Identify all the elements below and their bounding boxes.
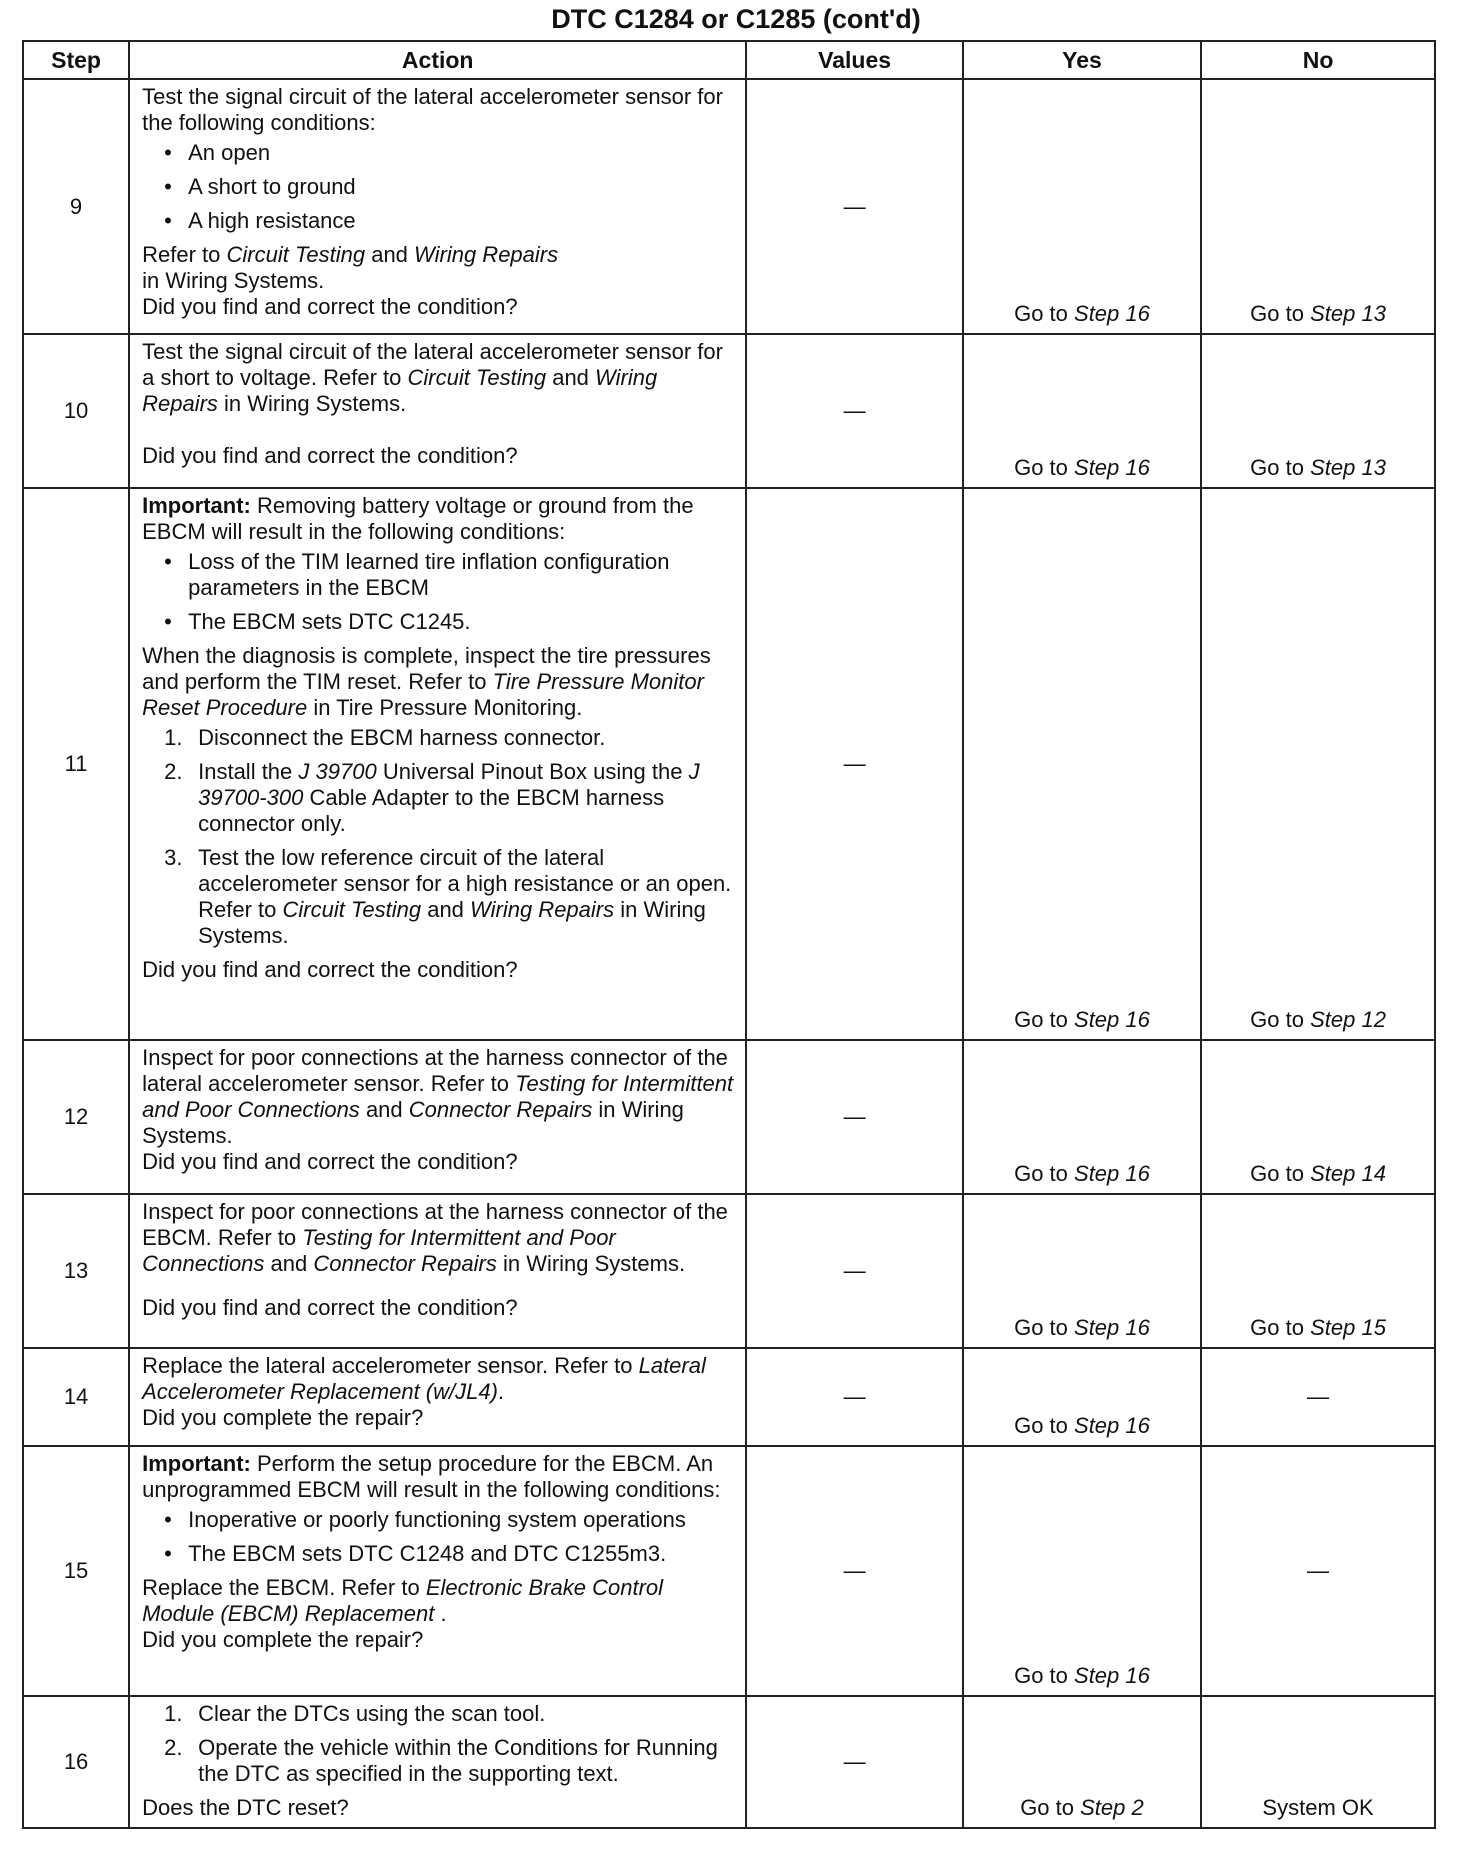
yes-cell: Go to Step 16 <box>963 1194 1201 1348</box>
step-number: 9 <box>23 79 129 334</box>
list-item: 2. Operate the vehicle within the Conditions for Running the DTC as specified in the supporting text. <box>164 1735 718 1786</box>
question-text: Did you complete the repair? <box>142 1627 424 1652</box>
diagnostic-table <box>22 40 1436 1829</box>
values-cell: — <box>746 488 963 1040</box>
yes-cell: Go to Step 16 <box>963 79 1201 334</box>
action-cell <box>129 79 746 334</box>
step-number: 13 <box>23 1194 129 1348</box>
action-text: Replace the lateral accelerometer sensor. Refer to Lateral Accelerometer Replacement (w/JL4). <box>142 1353 706 1404</box>
yes-cell: Go to Step 16 <box>963 1446 1201 1696</box>
action-cell <box>129 1194 746 1348</box>
action-text: Test the signal circuit of the lateral accelerometer sensor for a short to voltage. Refer to Circuit Testing and Wiring Repairs in Wiring Systems. <box>142 339 723 416</box>
values-cell: — <box>746 79 963 334</box>
header-step: Step <box>23 41 129 79</box>
table-row <box>23 334 1435 488</box>
list-item: 2. Install the J 39700 Universal Pinout Box using the J 39700-300 Cable Adapter to the EBCM harness connector only. <box>164 759 700 836</box>
no-cell: Go to Step 12 <box>1201 488 1435 1040</box>
table-row <box>23 1040 1435 1194</box>
values-cell: — <box>746 1446 963 1696</box>
step-number: 14 <box>23 1348 129 1446</box>
list-item: 1. Disconnect the EBCM harness connector. <box>164 725 606 750</box>
table-row <box>23 1696 1435 1828</box>
condition-list <box>142 1507 737 1567</box>
list-item: • A high resistance <box>142 208 737 234</box>
action-text: Test the signal circuit of the lateral accelerometer sensor for the following conditions: <box>142 84 723 135</box>
reference-text: When the diagnosis is complete, inspect the tire pressures and perform the TIM reset. Refer to Tire Pressure Monitor Reset Procedure in Tire Pressure Monitoring. <box>142 643 711 720</box>
yes-cell: Go to Step 16 <box>963 1040 1201 1194</box>
yes-cell: Go to Step 16 <box>963 1348 1201 1446</box>
question-text: Did you find and correct the condition? <box>142 294 518 319</box>
list-item: • A short to ground <box>142 174 737 200</box>
condition-list <box>142 549 737 635</box>
condition-list <box>142 140 737 234</box>
list-item: • Inoperative or poorly functioning system operations <box>142 1507 737 1533</box>
page-title: DTC C1284 or C1285 (cont'd) <box>551 4 921 34</box>
question-text: Did you find and correct the condition? <box>142 957 518 982</box>
values-cell: — <box>746 334 963 488</box>
table-row <box>23 1348 1435 1446</box>
values-cell: — <box>746 1194 963 1348</box>
reference-text: Replace the EBCM. Refer to Electronic Brake Control Module (EBCM) Replacement . <box>142 1575 664 1626</box>
table-row <box>23 1194 1435 1348</box>
list-item: 1. Clear the DTCs using the scan tool. <box>164 1701 546 1726</box>
list-item: 3. Test the low reference circuit of the lateral accelerometer sensor for a high resistance or an open. Refer to Circuit Testing and Wiring Repairs in Wiring Systems. <box>164 845 732 948</box>
reference-text: Refer to Circuit Testing and Wiring Repairs in Wiring Systems. <box>142 242 559 293</box>
values-cell: — <box>746 1696 963 1828</box>
important-note: Important: Perform the setup procedure for the EBCM. An unprogrammed EBCM will result in the following conditions: <box>142 1451 721 1502</box>
yes-cell: Go to Step 16 <box>963 334 1201 488</box>
action-cell <box>129 334 746 488</box>
question-text: Does the DTC reset? <box>142 1795 349 1820</box>
values-cell: — <box>746 1040 963 1194</box>
no-cell: System OK <box>1201 1696 1435 1828</box>
step-number: 11 <box>23 488 129 1040</box>
procedure-list <box>142 725 737 949</box>
action-cell <box>129 1348 746 1446</box>
action-cell <box>129 1446 746 1696</box>
header-row <box>23 41 1435 79</box>
important-note: Important: Removing battery voltage or ground from the EBCM will result in the following conditions: <box>142 493 694 544</box>
table-row <box>23 1446 1435 1696</box>
table-row <box>23 79 1435 334</box>
list-item: • An open <box>142 140 737 166</box>
action-cell <box>129 1040 746 1194</box>
list-item: • The EBCM sets DTC C1248 and DTC C1255m3. <box>142 1541 737 1567</box>
no-cell: Go to Step 13 <box>1201 334 1435 488</box>
header-values: Values <box>746 41 963 79</box>
no-cell: — <box>1201 1348 1435 1446</box>
question-text: Did you complete the repair? <box>142 1405 424 1430</box>
list-item: • Loss of the TIM learned tire inflation configuration parameters in the EBCM <box>142 549 737 601</box>
step-number: 15 <box>23 1446 129 1696</box>
step-number: 16 <box>23 1696 129 1828</box>
table-row <box>23 488 1435 1040</box>
yes-cell: Go to Step 2 <box>963 1696 1201 1828</box>
no-cell: — <box>1201 1446 1435 1696</box>
procedure-list <box>142 1701 737 1787</box>
question-text: Did you find and correct the condition? <box>142 1149 518 1174</box>
step-number: 10 <box>23 334 129 488</box>
action-text: Inspect for poor connections at the harness connector of the lateral accelerometer sensor. Refer to Testing for Intermittent and Poor Connections and Connector Repairs in Wiring Systems. <box>142 1045 734 1148</box>
question-text: Did you find and correct the condition? <box>142 443 518 468</box>
question-text: Did you find and correct the condition? <box>142 1295 518 1320</box>
action-cell <box>129 488 746 1040</box>
header-no: No <box>1201 41 1435 79</box>
values-cell: — <box>746 1348 963 1446</box>
header-yes: Yes <box>963 41 1201 79</box>
no-cell: Go to Step 13 <box>1201 79 1435 334</box>
header-action: Action <box>129 41 746 79</box>
step-number: 12 <box>23 1040 129 1194</box>
no-cell: Go to Step 15 <box>1201 1194 1435 1348</box>
list-item: • The EBCM sets DTC C1245. <box>142 609 737 635</box>
action-text: Inspect for poor connections at the harness connector of the EBCM. Refer to Testing for Intermittent and Poor Connections and Connector Repairs in Wiring Systems. <box>142 1199 728 1276</box>
no-cell: Go to Step 14 <box>1201 1040 1435 1194</box>
action-cell <box>129 1696 746 1828</box>
yes-cell: Go to Step 16 <box>963 488 1201 1040</box>
